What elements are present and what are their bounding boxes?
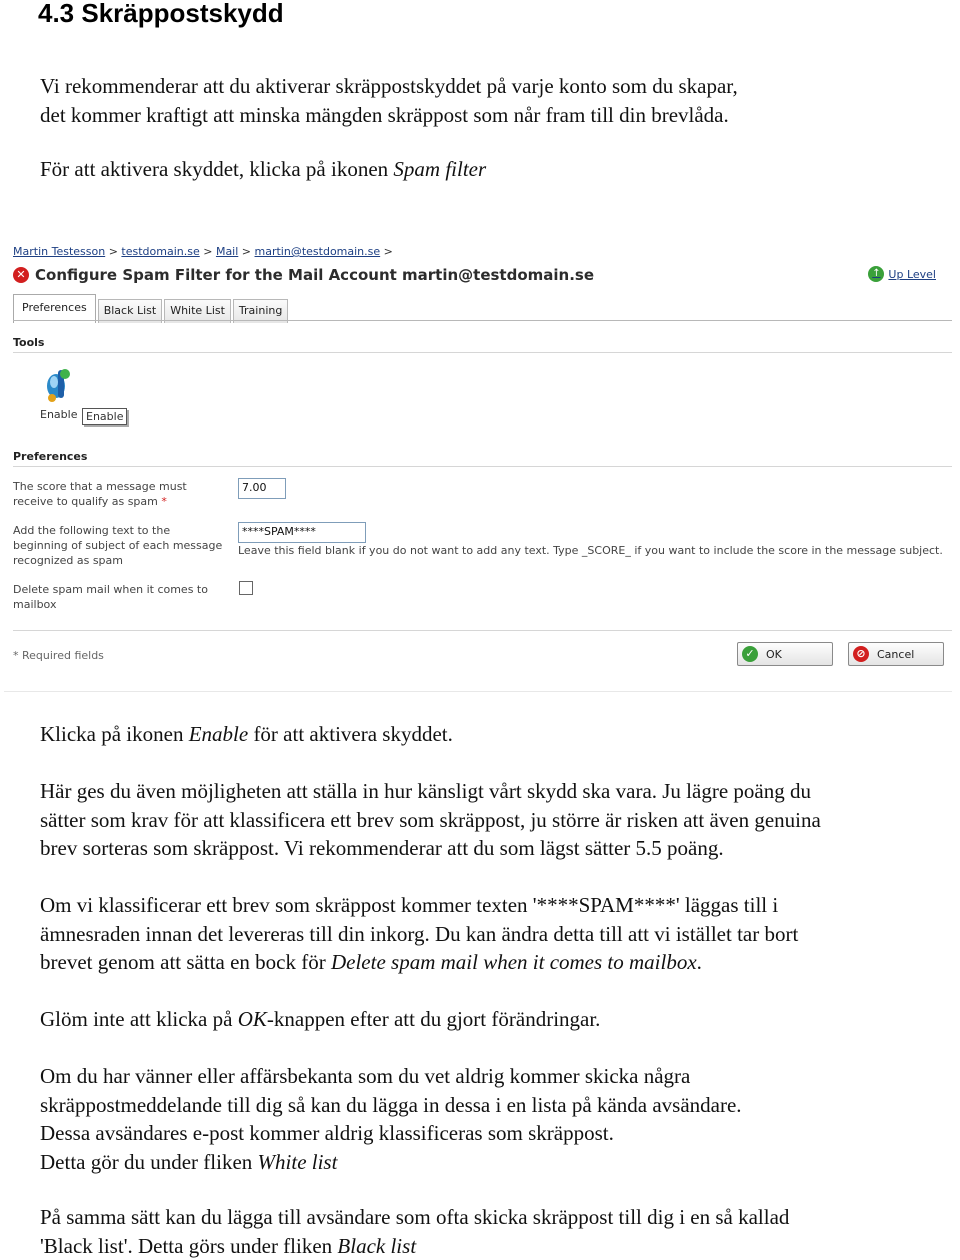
- spam-filter-icon: ✕: [13, 267, 29, 283]
- divider: [13, 352, 952, 353]
- enable-icon[interactable]: [40, 366, 76, 406]
- subject-paragraph: Om vi klassificerar ett brev som skräppost kommer texten '****SPAM****' läggas till i ämnesraden innan det levereras till din inkorg. Du kan ändra detta till att vi istället tar bort brevet genom att sätta en bock för Delete spam mail when it comes to mailbox.: [40, 893, 799, 974]
- activate-paragraph: För att aktivera skyddet, klicka på ikonen Spam filter: [40, 157, 487, 181]
- black-list-paragraph: På samma sätt kan du lägga till avsändare som ofta skicka skräppost till dig i en så kallad 'Black list'. Detta görs under fliken Black list: [40, 1205, 790, 1258]
- cancel-button[interactable]: ⊘ Cancel: [848, 642, 944, 666]
- tab-bar: [13, 294, 290, 323]
- white-list-paragraph: Om du har vänner eller affärsbekanta som du vet aldrig kommer skicka några skräppostmeddelande till dig så kan du lägga in dessa i en lista på kända avsändare. Dessa avsändares e-post kommer aldrig klassificeras som skräppost. Detta gör du under fliken White list: [40, 1064, 742, 1174]
- required-marker: *: [161, 495, 167, 508]
- enable-label[interactable]: Enable: [40, 408, 78, 421]
- section-heading: 4.3 Skräppostskydd: [38, 0, 284, 28]
- delete-spam-checkbox[interactable]: [239, 581, 253, 595]
- subject-text-input[interactable]: ****SPAM****: [238, 522, 366, 543]
- breadcrumb: Martin Testesson > testdomain.se > Mail > martin@testdomain.se >: [13, 245, 393, 258]
- divider: [13, 466, 952, 467]
- breadcrumb-link[interactable]: Martin Testesson: [13, 245, 106, 258]
- enable-paragraph: Klicka på ikonen Enable för att aktivera skyddet.: [40, 722, 453, 746]
- spam-filter-term: Spam filter: [393, 157, 487, 181]
- ok-button[interactable]: ✓ OK: [737, 642, 833, 666]
- ok-paragraph: Glöm inte att klicka på OK-knappen efter att du gjort förändringar.: [40, 1007, 601, 1031]
- cancel-icon: ⊘: [853, 646, 869, 662]
- tab-white-list[interactable]: White List: [164, 299, 231, 323]
- up-level-link[interactable]: ↑ Up Level: [868, 266, 936, 282]
- breadcrumb-link[interactable]: Mail: [215, 245, 239, 258]
- breadcrumb-link[interactable]: testdomain.se: [121, 245, 200, 258]
- divider: [13, 630, 952, 631]
- subject-hint: Leave this field blank if you do not want to add any text. Type _SCORE_ if you want to include the score in the message subject.: [238, 544, 943, 557]
- preferences-heading: Preferences: [13, 450, 88, 463]
- intro-paragraph: [40, 72, 960, 129]
- delete-label: Delete spam mail when it comes to mailbox: [13, 583, 208, 611]
- tab-training[interactable]: Training: [233, 299, 288, 323]
- required-fields-note: * Required fields: [13, 649, 104, 662]
- tab-divider: [13, 320, 952, 321]
- score-input[interactable]: 7.00: [238, 478, 286, 499]
- page-title: ✕ Configure Spam Filter for the Mail Account martin@testdomain.se: [13, 266, 594, 284]
- intro-line: det kommer kraftigt att minska mängden skräppost som når fram till din brevlåda.: [40, 102, 729, 127]
- up-arrow-icon: ↑: [868, 266, 884, 282]
- spam-filter-screenshot: [4, 236, 952, 692]
- enable-tooltip: Enable: [82, 408, 127, 425]
- breadcrumb-link[interactable]: martin@testdomain.se: [254, 245, 381, 258]
- intro-line: Vi rekommenderar att du aktiverar skräppostskyddet på varje konto som du skapar,: [40, 74, 738, 98]
- score-label: The score that a message must receive to qualify as spam *: [13, 480, 187, 508]
- tab-preferences[interactable]: Preferences: [13, 294, 96, 323]
- subject-label: Add the following text to the beginning of subject of each message recognized as spam: [13, 524, 223, 567]
- checkmark-icon: ✓: [742, 646, 758, 662]
- sensitivity-paragraph: Här ges du även möjligheten att ställa in hur känsligt vårt skydd ska vara. Ju lägre poäng du sätter som krav för att klassificera ett brev som skräppost, ju större är risken att även genuina brev sorteras som skräppost. Vi rekommenderar att du som lägst sätter 5.5 poäng.: [40, 779, 821, 860]
- tools-heading: Tools: [13, 336, 45, 349]
- tab-black-list[interactable]: Black List: [98, 299, 163, 323]
